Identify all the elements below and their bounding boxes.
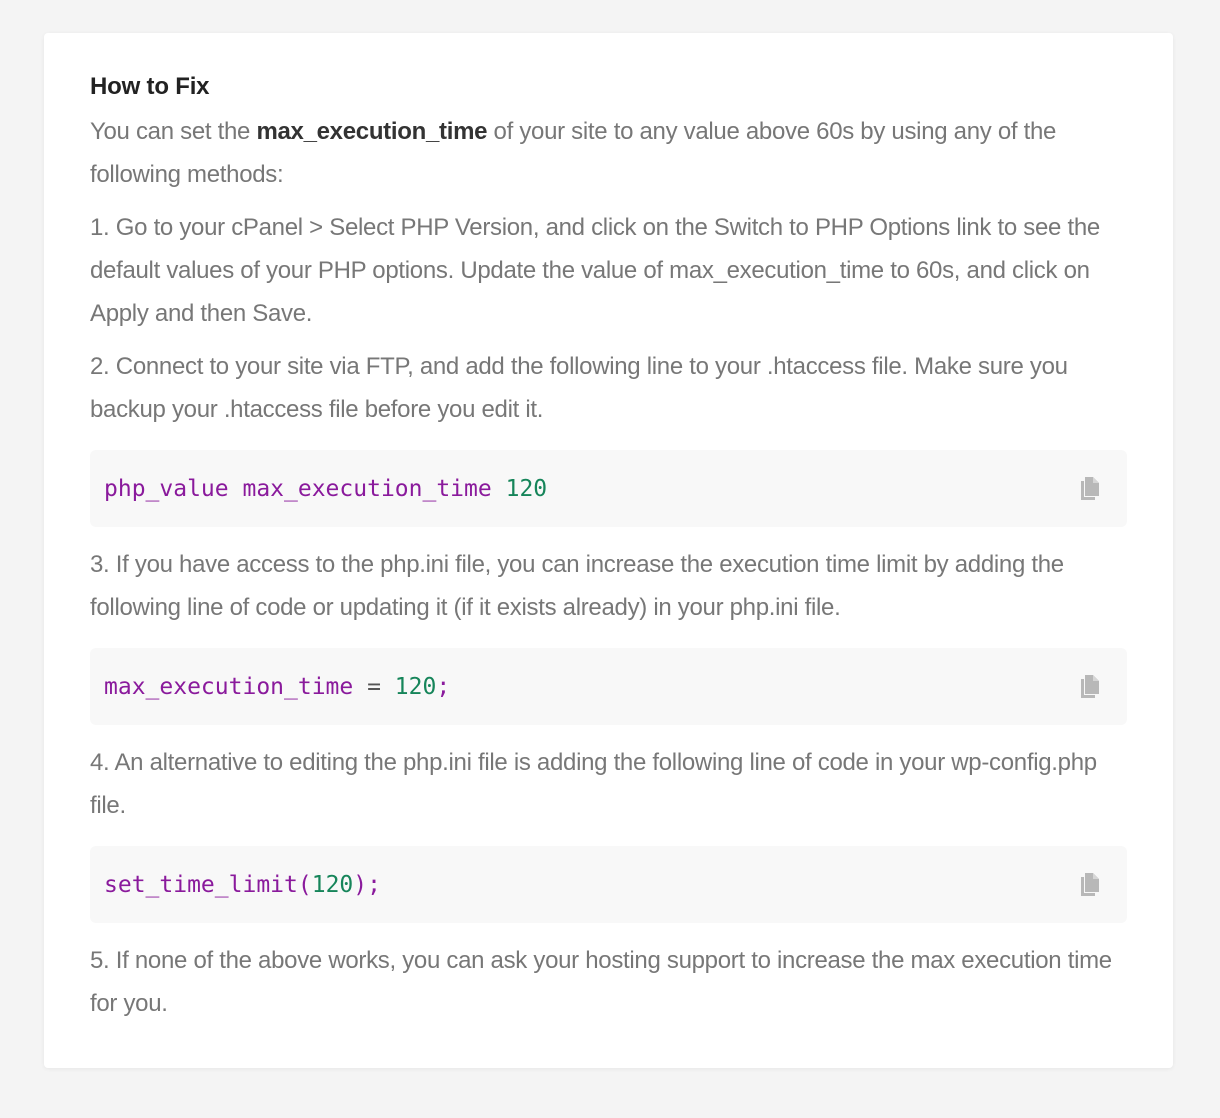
step-5: 5. If none of the above works, you can ask your hosting support to increase the max execution time for you. bbox=[90, 947, 1112, 1017]
code-block-wp-config bbox=[90, 846, 1127, 923]
how-to-fix-card bbox=[44, 33, 1173, 1068]
code-keyword: max_execution_time bbox=[104, 673, 354, 700]
step-2: 2. Connect to your site via FTP, and add the following line to your .htaccess file. Make sure you backup your .htaccess file before you edit it. bbox=[90, 353, 1068, 423]
code-number: 120 bbox=[505, 475, 548, 502]
code-space bbox=[492, 476, 506, 502]
code-number: 120 bbox=[311, 871, 354, 898]
code-block-php-ini bbox=[90, 648, 1127, 725]
code-number: 120 bbox=[394, 673, 437, 700]
code-keyword: set_time_limit( bbox=[104, 871, 312, 898]
copy-icon[interactable] bbox=[1079, 476, 1101, 502]
step-4: 4. An alternative to editing the php.ini file is adding the following line of code in your wp-config.php file. bbox=[90, 749, 1097, 819]
code-line[interactable] bbox=[104, 674, 450, 700]
section-title: How to Fix bbox=[90, 73, 210, 100]
code-semicolon: ; bbox=[436, 673, 451, 700]
code-line[interactable] bbox=[104, 872, 381, 898]
code-keyword: php_value max_execution_time bbox=[104, 475, 492, 502]
intro-paragraph bbox=[90, 110, 1127, 196]
copy-icon[interactable] bbox=[1079, 674, 1101, 700]
intro-text-before: You can set the bbox=[90, 118, 257, 145]
intro-text-after: of your site to any value above 60s by using any of the following methods: bbox=[90, 118, 1057, 188]
step-1: 1. Go to your cPanel > Select PHP Version, and click on the Switch to PHP Options link to see the default values of your PHP options. Update the value of max_execution_time to 60s, and click on Apply and then Save. bbox=[90, 214, 1100, 327]
code-closing: ); bbox=[353, 871, 381, 898]
code-operator: = bbox=[353, 673, 395, 700]
copy-icon[interactable] bbox=[1079, 872, 1101, 898]
step-3: 3. If you have access to the php.ini file, you can increase the execution time limit by adding the following line of code or updating it (if it exists already) in your php.ini file. bbox=[90, 551, 1064, 621]
intro-setting-name: max_execution_time bbox=[256, 118, 488, 145]
code-line[interactable] bbox=[104, 476, 547, 502]
code-block-htaccess bbox=[90, 450, 1127, 527]
